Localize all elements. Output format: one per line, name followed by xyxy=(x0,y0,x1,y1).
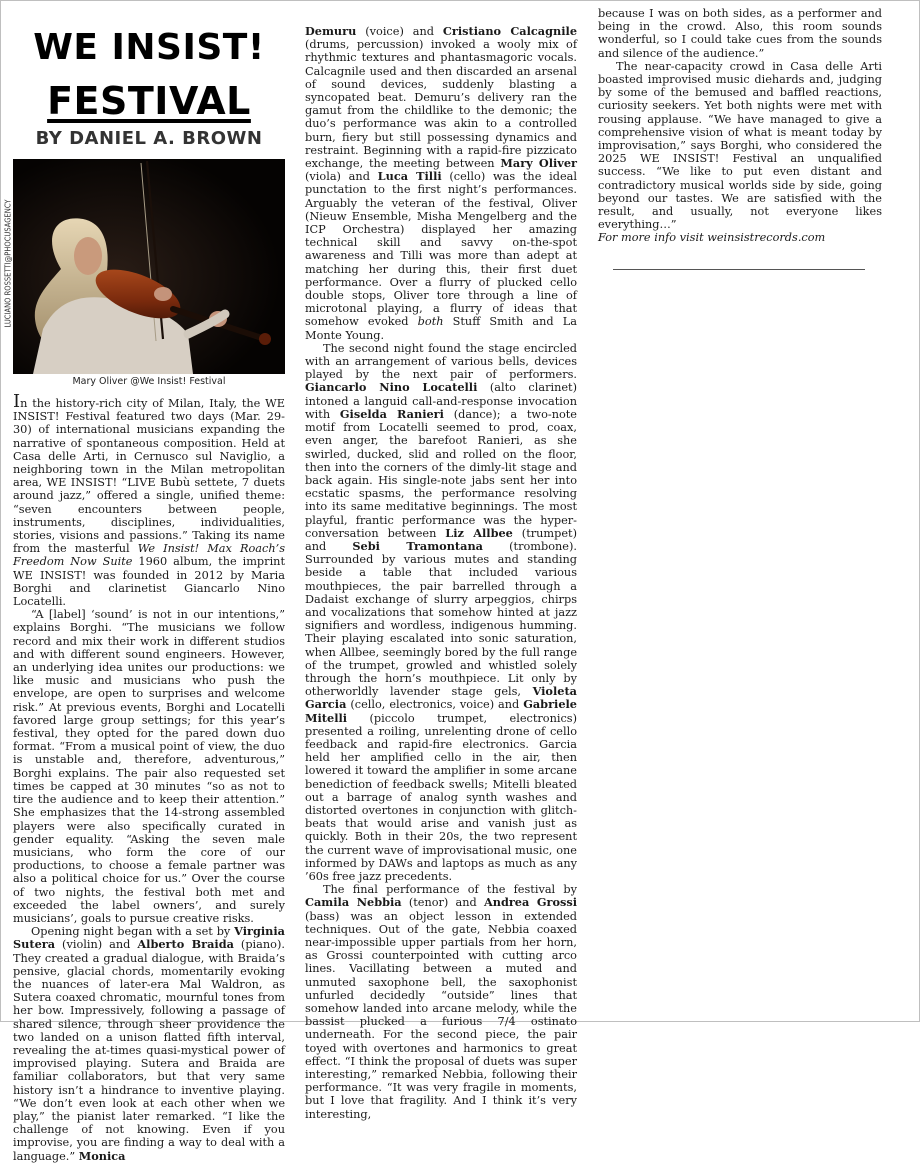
paragraph-conclusion: The near-capacity crowd in Casa delle Arti boasted improvised music diehards and, judging by some of the bemused and baffled reactions, curiosity seekers. Yet both nights were met with rousing applause. “We have managed to give a comprehensive vision of what is meant today by improvisation,” says Borghi, who considered the 2025 WE INSIST! Festival an unqualified success. “We like to put even distant and contradictory musical worlds side by side, going beyond our tastes. We are satisfied with the result, and usually, not everyone likes everything…” xyxy=(598,59,882,232)
text: (drums, percussion) invoked a wooly mix of rhythmic textures and phantasmagoric vocals. Calcagnile used and then discarded an arsenal of sound devices, suddenly blasting a syncopated beat. Demuru’s delivery ran the gamut from the childlike to the demonic; the duo’s performance was akin to a controlled burn, fiery but still possessing dynamics and restraint. Beginning with a rapid-fire pizzicato exchange, the meeting between xyxy=(305,38,577,171)
performer-name: Sebi Tramontana xyxy=(352,538,484,553)
paragraph-quote: “A [label] ‘sound’ is not in our intentions,” explains Borghi. “The musicians we follow record and mix their work in different studios and with different sound engineers. However, an underlying idea unites our productions: we like music and musicians who push the envelope, are open to surprises and welcome risk.” At previous events, Borghi and Locatelli favored large group settings; for this year’s festival, they opted for the pared down duo format. “From a musical point of view, the duo is unstable and, therefore, adventurous,” Borghi explains. The pair also requested set times be capped at 30 minutes “so as not to tire the audience and to keep their attention.” She emphasizes that the 14-strong assembled players were also specifically curated in gender equality. “Asking the seven male musicians, who form the core of our productions, to choose a female partner was also a political choice for us.” Over the course of two nights, the festival both met and exceeded the label owners’, and surely musicians’, goals to pursue creative risks. xyxy=(13,608,285,925)
text: n the history-rich city of Milan, Italy, the WE INSIST! Festival featured two days (Mar. 29-30) of international musicians expanding the narrative of spontaneous composition. Held at Casa delle Arti, in Cernusco sul Naviglio, a neighboring town in the Milan metropolitan area, WE INSIST! “LIVE Bubù settete, 7 duets around jazz,” offered a single, unified theme: “seven encounters between people, instruments, disciplines, individualities, stories, visions and passions.” Taking its name from the masterful xyxy=(13,397,285,556)
text: (violin) and xyxy=(55,938,138,952)
paragraph-final-performance-cont: because I was on both sides, as a performer and being in the crowd. Also, this room sounds wonderful, so I could take cues from the sounds and silence of the audience.” xyxy=(598,7,882,60)
text: (cello) was the ideal punctation to the first night’s performances. Arguably the veteran of the festival, Oliver (Nieuw Ensemble, Misha Mengelberg and the ICP Orchestra) displayed her amazing technical skill and savvy on-the-spot awareness and Tilli was more than adept at matching her during this, their first duet performance. Over a flurry of plucked cello double stops, Oliver tore through a line of microtonal playing, a flurry of ideas that somehow evoked xyxy=(305,170,577,329)
performer-name: Mary Oliver xyxy=(500,156,577,171)
text: (bass) was an object lesson in extended techniques. Out of the gate, Nebbia coaxed near-impossible upper partials from her horn, as Grossi counterpointed with cutting arco lines. Vacillating between a muted and unmuted saxophone bell, the saxophonist unfurled decidedly “outside” lines that somehow landed into arcane melody, while the bassist plucked a furious 7/4 ostinato underneath. For the second piece, the pair toyed with overtones and harmonics to great effect. “I think the proposal of duets was super interesting,” remarked Nebbia, following their performance. “It was very fragile in moments, but I love that fragility. And I think it’s very interesting, xyxy=(305,909,577,1121)
closing-rule xyxy=(613,269,865,270)
more-info-line: For more info visit weinsistrecords.com xyxy=(598,231,826,245)
performer-name: Violeta Garcia xyxy=(305,684,577,712)
text: (alto clarinet) intoned a languid call-and-response invocation with xyxy=(305,381,578,421)
article-column-2 xyxy=(305,25,577,1121)
performer-name: Giselda Ranieri xyxy=(339,406,444,421)
text: 1960 album, the imprint WE INSIST! was founded in 2012 by Maria Borghi and clarinetist Giancarlo Nino Locatelli. xyxy=(13,555,285,609)
text: The final performance of the festival by xyxy=(323,883,577,897)
paragraph-opening-night xyxy=(13,925,285,1163)
performer-name: Demuru xyxy=(305,24,357,38)
performer-name: Andrea Grossi xyxy=(483,895,577,910)
performer-name: Camila Nebbia xyxy=(305,895,402,910)
article-photo xyxy=(13,159,285,374)
byline: BY DANIEL A. BROWN xyxy=(35,128,263,149)
performer-name: Luca Tilli xyxy=(377,169,442,184)
performer-name: Giancarlo Nino Locatelli xyxy=(305,380,478,395)
text: The second night found the stage encircled with an arrangement of various bells, devices played by the next pair of performers. xyxy=(305,341,577,382)
headline-line-1: WE INSIST! xyxy=(33,27,265,68)
drop-cap: I xyxy=(13,391,21,412)
article-column-1 xyxy=(13,391,285,1163)
photo-caption: Mary Oliver @We Insist! Festival xyxy=(72,376,226,387)
text: Opening night began with a set by xyxy=(31,925,235,939)
text: (voice) and xyxy=(356,25,443,38)
paragraph-final-performance xyxy=(305,883,577,1121)
paragraph-opening-night-cont xyxy=(305,25,577,342)
violinist-photo-illustration xyxy=(13,159,285,374)
text: (trombone). Surrounded by various mutes and standing beside a table that included various mouthpieces, the pair barrelled through a Dadaist exchange of slurry arpeggios, chirps and vocalizations that somehow hinted at jazz signifiers and wordless, indigenous humming. Their playing escalated into sonic saturation, when Allbee, seemingly bored by the full range of the trumpet, growled and whistled solely through the horn’s mouthpiece. Lit only by otherworldly lavender stage gels, xyxy=(305,539,577,699)
photo-credit-text: LUCIANO ROSSETTI@PHOCUSAGENCY xyxy=(3,199,13,328)
performer-name: Liz Allbee xyxy=(445,525,513,540)
paragraph-second-night xyxy=(305,342,577,883)
text: (dance); a two-note motif from Locatelli seemed to prod, coax, even anger, the barefoot Ranieri, as she swirled, ducked, slid and rolled on the floor, then into the corners of the dimly-lit stage and back again. His single-note jabs sent her into ecstatic spasms, the performance resolving into its same meditative beginnings. The most playful, frantic performance was the hyper-conversation between xyxy=(305,407,577,540)
photo-credit xyxy=(1,159,13,374)
album-title: We Insist! Max Roach’s Freedom Now Suite xyxy=(13,542,285,569)
performer-name: Monica xyxy=(78,1148,126,1163)
paragraph-intro xyxy=(13,391,285,609)
performer-name: Gabriele Mitelli xyxy=(305,697,577,725)
emphasis: both xyxy=(417,315,444,329)
article-column-3 xyxy=(598,7,882,245)
performer-name: Virginia Sutera xyxy=(13,924,285,952)
text: (cello, electronics, voice) and xyxy=(346,698,524,712)
text: (piccolo trumpet, electronics) presented a roiling, unrelenting drone of cello feedback and rapid-fire electronics. Garcia held her amplified cello in the air, then lowered it toward the amplifier in some arcane benediction of feedback swells; Mitelli bleated out a barrage of analog synth washes and distorted overtones in conjunction with glitch-beats that would arise and vanish just as quickly. Both in their 20s, the two represent the current wave of improvisational music, one informed by DAWs and laptops as much as any ’60s free jazz precedents. xyxy=(305,711,577,883)
text: (trumpet) and xyxy=(305,526,577,553)
headline-line-2: FESTIVAL xyxy=(47,79,251,123)
text: (viola) and xyxy=(305,170,378,184)
performer-name: Cristiano Calcagnile xyxy=(442,24,578,38)
performer-name: Alberto Braida xyxy=(137,937,234,952)
text: (tenor) and xyxy=(401,896,484,910)
text: Stuff Smith and La Monte Young. xyxy=(305,315,577,342)
text: (piano). They created a gradual dialogue, with Braida’s pensive, glacial chords, momentarily evoking the nuances of later-era Mal Waldron, as Sutera coaxed chromatic, mournful tones from her bow. Impressively, following a passage of shared silence, through sheer providence the two landed on a unison flatted fifth interval, revealing the at-times quasi-mystical power of improvised playing. Sutera and Braida are familiar collaborators, but that very same history isn’t a hindrance to inventive playing. “We don’t even look at each other when we play,” the pianist later remarked. “I like the challenge of not knowing. Even if you improvise, you are finding a way to deal with a language.” xyxy=(13,938,285,1163)
